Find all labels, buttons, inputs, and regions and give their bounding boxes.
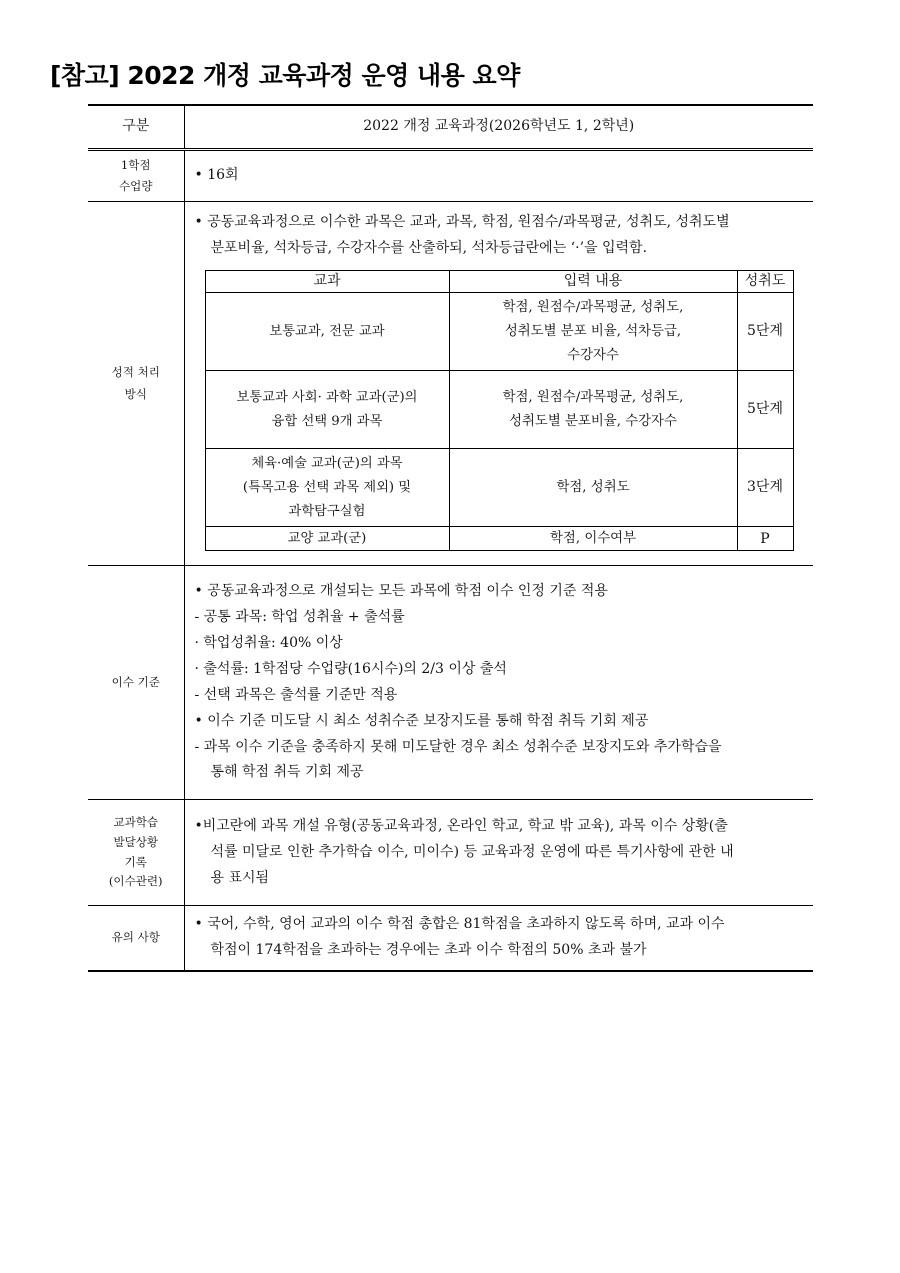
row-content: •비고란에 과목 개설 유형(공동교육과정, 온라인 학교, 학교 밖 교육), 과목 이수 상황(출 석률 미달로 인한 추가학습 이수, 미이수) 등 교육과정 운영에 따른 특기사항에 관한 내 용 표시됨 — [184, 800, 813, 906]
curriculum-summary-table — [88, 104, 813, 972]
subtable-header-subject: 교과 — [205, 271, 449, 293]
subtable-level: 5단계 — [737, 293, 793, 371]
subtable-content: 학점, 원점수/과목평균, 성취도, 성취도별 분포비율, 수강자수 — [449, 371, 737, 449]
subtable-content: 학점, 원점수/과목평균, 성취도, 성취도별 분포 비율, 석차등급, 수강자수 — [449, 293, 737, 371]
row-completion-criteria — [88, 566, 813, 800]
subtable-row — [205, 293, 793, 371]
subtable-level: 5단계 — [737, 371, 793, 449]
row-label: 교과학습 발달상황 기록 (이수관련) — [88, 800, 184, 906]
table-header-row — [88, 105, 813, 149]
page-title: [참고] 2022 개정 교육과정 운영 내용 요약 — [50, 61, 520, 90]
row-content: • 16회 — [184, 149, 813, 202]
subtable-row — [205, 449, 793, 527]
row-label: 1학점 수업량 — [88, 149, 184, 202]
header-curriculum-label: 2022 개정 교육과정(2026학년도 1, 2학년) — [184, 105, 813, 149]
subtable-content: 학점, 성취도 — [449, 449, 737, 527]
subtable-subject: 보통교과 사회· 과학 교과(군)의 융합 선택 9개 과목 — [205, 371, 449, 449]
row-label: 성적 처리 방식 — [88, 202, 184, 566]
subtable-header-row — [205, 271, 793, 293]
grading-subtable — [205, 270, 794, 551]
subtable-header-content: 입력 내용 — [449, 271, 737, 293]
subtable-level: 3단계 — [737, 449, 793, 527]
subtable-row — [205, 371, 793, 449]
row-content: • 국어, 수학, 영어 교과의 이수 학점 총합은 81학점을 초과하지 않도록 하며, 교과 이수 학점이 174학점을 초과하는 경우에는 초과 이수 학점의 50% 초과 불가 — [184, 906, 813, 971]
row-credit-hours — [88, 149, 813, 202]
subtable-content: 학점, 이수여부 — [449, 527, 737, 551]
header-category-label: 구분 — [88, 105, 184, 149]
row-content: • 공동교육과정으로 개설되는 모든 과목에 학점 이수 인정 기준 적용 - 공통 과목: 학업 성취율 + 출석률 · 학업성취율: 40% 이상 · 출석률: 1학점당 수업량(16시수)의 2/3 이상 출석 - 선택 과목은 출석률 기준만 적용 • 이수 기준 미도달 시 최소 성취수준 보장지도를 통해 학점 취득 기회 제공 - 과목 이수 기준을 충족하지 못해 미도달한 경우 최소 성취수준 보장지도와 추가학습을 통해 학점 취득 기회 제공 — [184, 566, 813, 800]
row-label: 이수 기준 — [88, 566, 184, 800]
subtable-header-level: 성취도 — [737, 271, 793, 293]
subtable-subject: 교양 교과(군) — [205, 527, 449, 551]
row-label: 유의 사항 — [88, 906, 184, 971]
row-notes — [88, 906, 813, 971]
row-learning-record — [88, 800, 813, 906]
subtable-subject: 체육·예술 교과(군)의 과목 (특목고용 선택 과목 제외) 및 과학탐구실험 — [205, 449, 449, 527]
row-grading-method — [88, 202, 813, 566]
subtable-subject: 보통교과, 전문 교과 — [205, 293, 449, 371]
row-content: • 공동교육과정으로 이수한 과목은 교과, 과목, 학점, 원점수/과목평균, 성취도, 성취도별 분포비율, 석차등급, 수강자수를 산출하되, 석차등급란에는 ‘·’을 입력함. 교과 입력 내용 성취도 보통교과, 전문 교과 학점, 원점수/과목평균, 성취도, 성취도별 분포 비율, 석차등급, 수강자수 5단계 보통교과 사회· 과학 교과(군)의 융합 선택 9개 과목 학점, 원점수/과목평균, 성취도, 성취도별 분포비율, 수강자수 5단계 체육·예술 교과(군)의 과목 (특목고용 선택 과목 제외) 및 과학탐구실험 학점, 성취도 3단계 교양 교과(군) 학점, 이수여부 P — [184, 202, 813, 566]
subtable-row — [205, 527, 793, 551]
subtable-level: P — [737, 527, 793, 551]
